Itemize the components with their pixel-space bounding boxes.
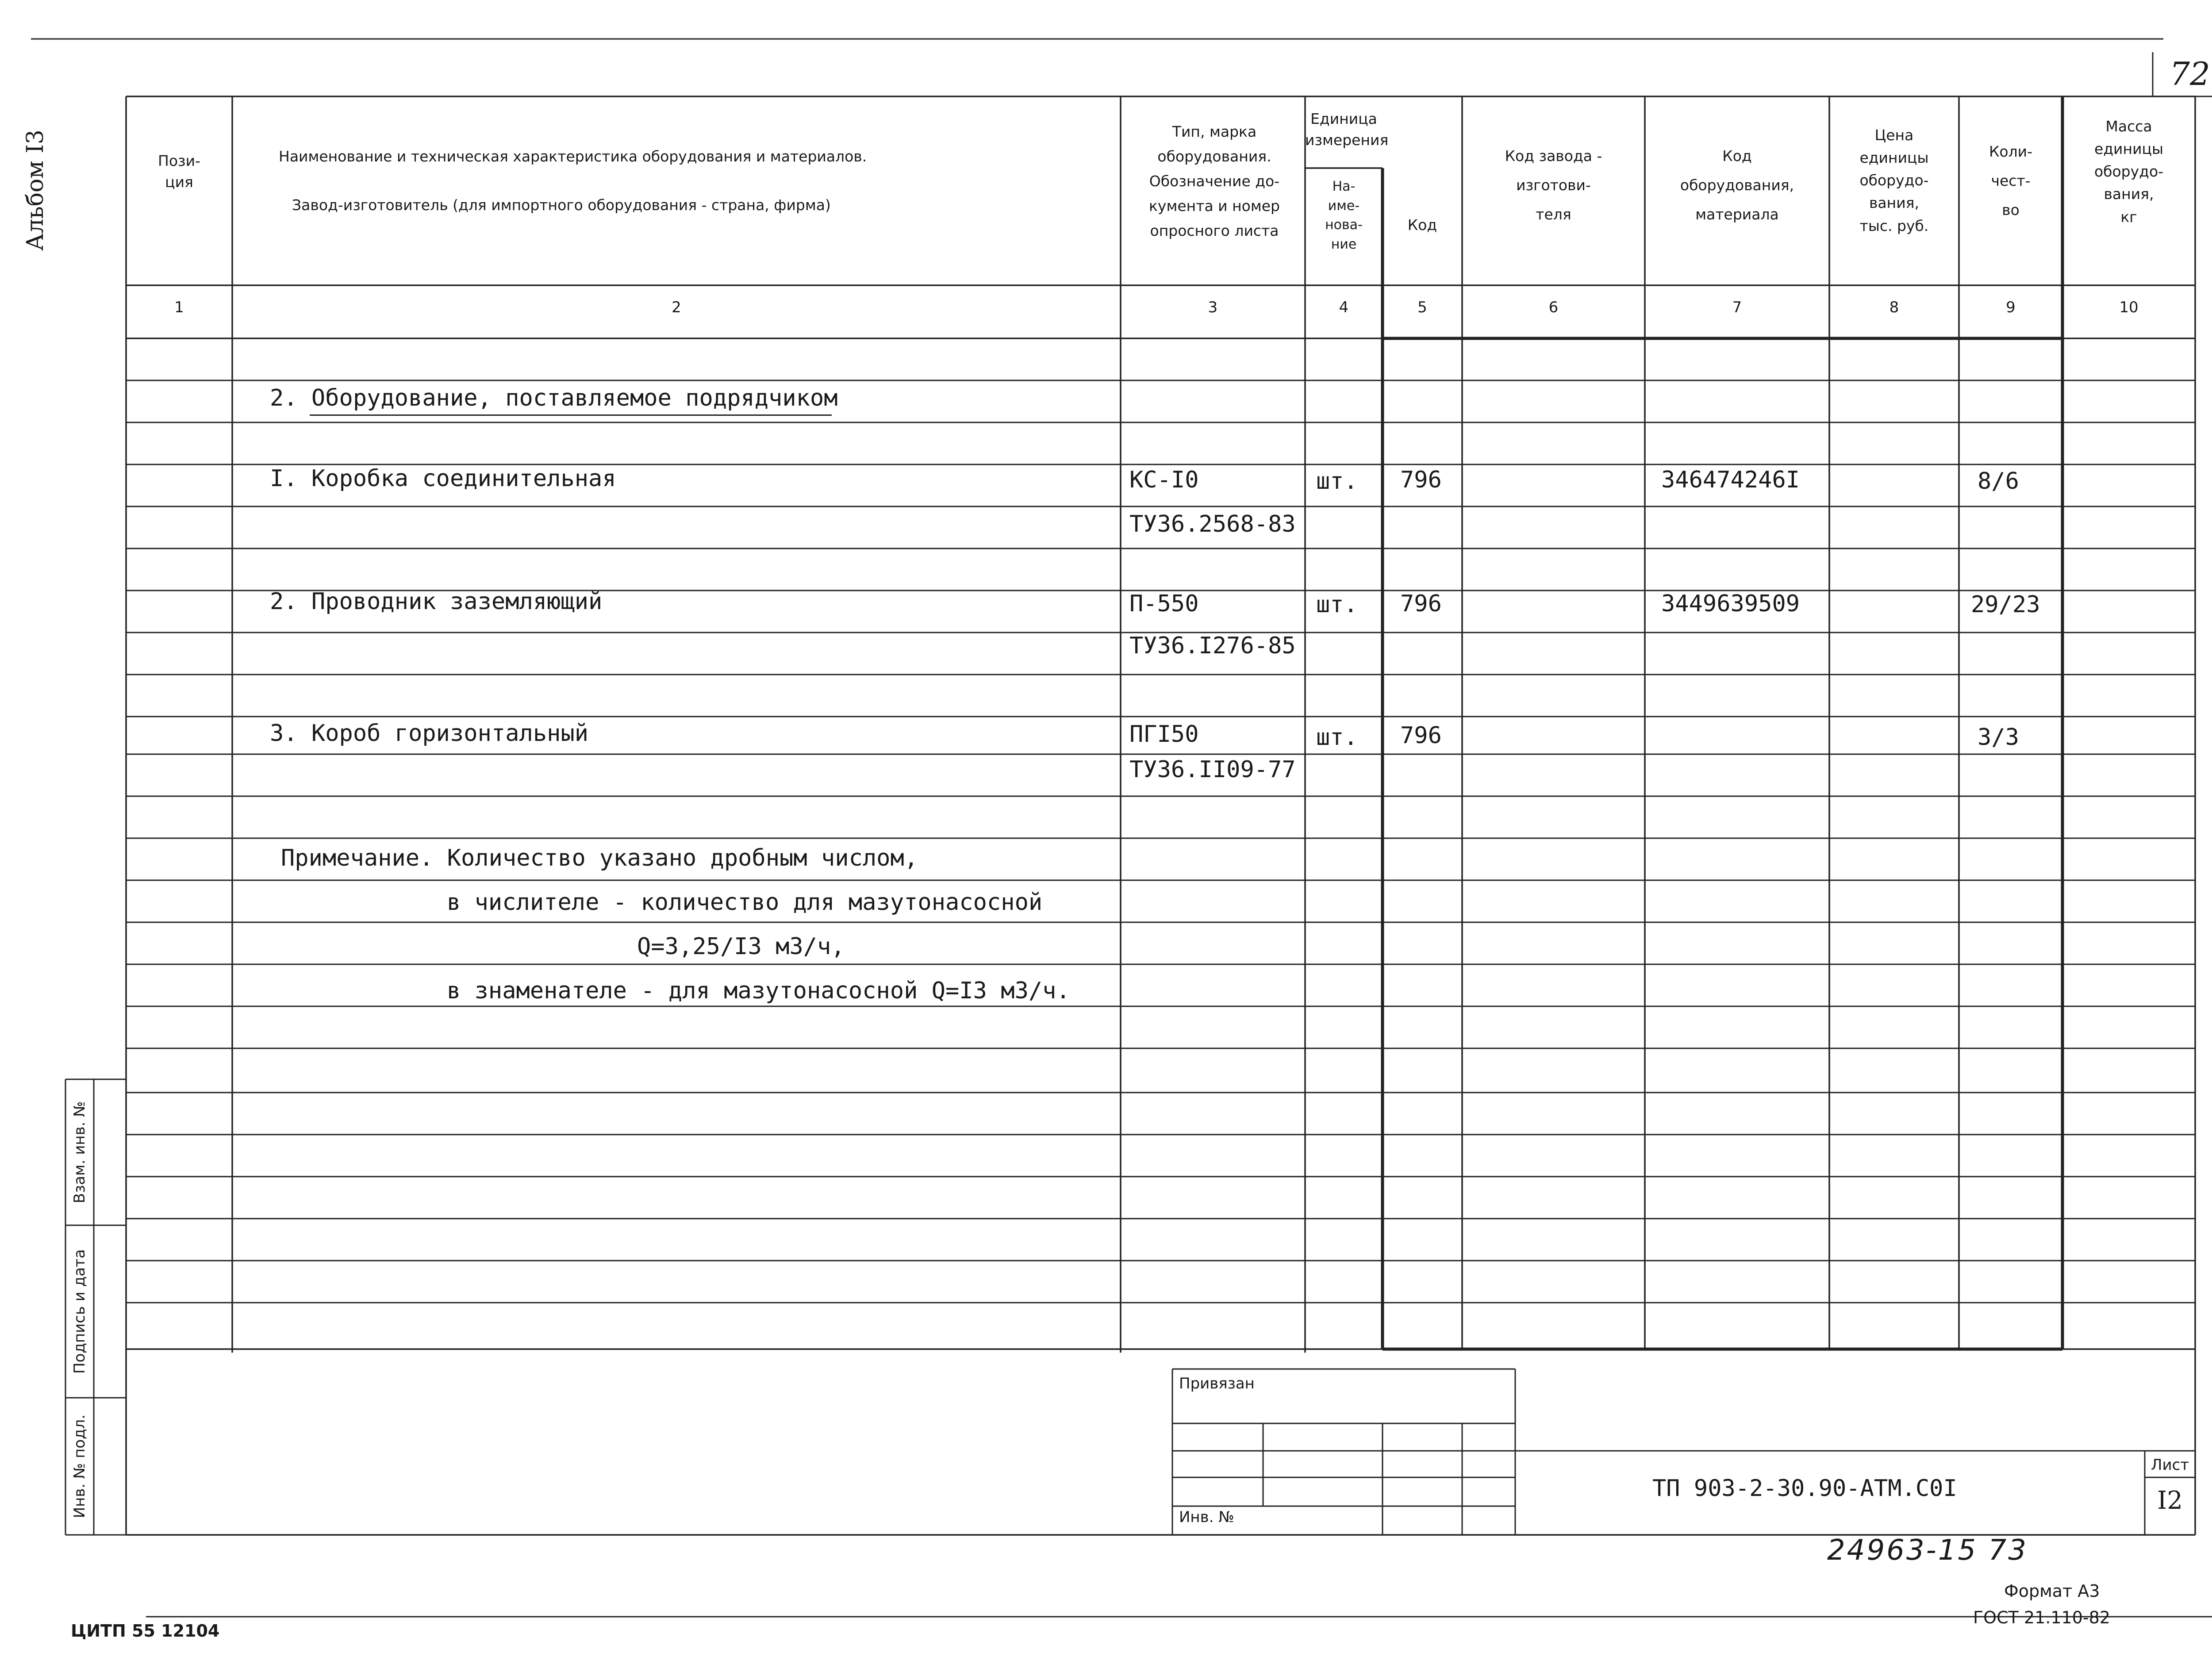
item-type: П-550 — [1129, 591, 1199, 617]
item-unit: шт. — [1316, 724, 1358, 751]
item-unit-code: 796 — [1400, 467, 1442, 493]
item-name: I. Коробка соединительная — [270, 465, 616, 492]
item-unit-code: 796 — [1400, 722, 1442, 749]
header-name-line2: Завод-изготовитель (для импортного оборудования - страна, фирма) — [292, 196, 831, 214]
stamp-doc-code: ТП 903-2-30.90-АТМ.С0I — [1652, 1475, 1957, 1502]
item-doc: ТУ36.I276-85 — [1129, 633, 1296, 659]
col-number: 4 — [1339, 299, 1349, 316]
header-unit-code: Код — [1407, 216, 1437, 234]
stamp-sheet-number: I2 — [2157, 1486, 2183, 1515]
side-label-inv-podl: Инв. № подл. — [71, 1414, 88, 1519]
col-number: 6 — [1548, 299, 1559, 316]
header-material-code: Код оборудования, материала — [1680, 147, 1794, 223]
footer-gost: ГОСТ 21.110-82 — [1973, 1608, 2110, 1627]
col-number: 8 — [1889, 299, 1899, 316]
header-position: Пози- ция — [158, 152, 200, 191]
footer-format: Формат А3 — [2004, 1581, 2100, 1601]
section-title-underline — [310, 414, 832, 416]
item-quantity: 29/23 — [1971, 591, 2040, 618]
item-quantity: 3/3 — [1978, 724, 2019, 751]
item-material-code: 346474246I — [1661, 467, 1800, 493]
col-number: 2 — [672, 299, 681, 316]
section-title: 2. Оборудование, поставляемое подрядчиком — [270, 385, 838, 411]
footer-citp: ЦИТП 55 12104 — [71, 1621, 220, 1641]
item-unit: шт. — [1316, 591, 1358, 618]
header-type: Тип, марка оборудования. Обозначение до- кумента и номер опросного листа — [1148, 123, 1280, 240]
stamp-privyazan: Привязан — [1179, 1375, 1255, 1392]
col-number: 9 — [2006, 299, 2016, 316]
item-doc: ТУ36.II09-77 — [1129, 756, 1296, 783]
item-type: КС-I0 — [1129, 467, 1199, 493]
side-label-vzam: Взам. инв. № — [71, 1101, 88, 1204]
header-name-line1: Наименование и техническая характеристика оборудования и материалов. — [279, 148, 867, 165]
header-quantity: Коли- чест- во — [1989, 143, 2033, 219]
album-label: Альбом I3 — [22, 130, 49, 251]
stamp-inv-no: Инв. № — [1179, 1508, 1234, 1526]
item-material-code: 3449639509 — [1661, 591, 1800, 617]
col-number: 1 — [174, 299, 184, 316]
item-type: ПГI50 — [1129, 721, 1199, 748]
handwritten-archive-number: 24963-15 73 — [1827, 1534, 2028, 1567]
item-name: 3. Короб горизонтальный — [270, 720, 589, 747]
stamp-sheet-label: Лист — [2151, 1456, 2189, 1474]
side-label-podpis: Подпись и дата — [71, 1249, 88, 1374]
header-mass: Масса единицы оборудо- вания, кг — [2094, 118, 2164, 226]
header-unit-name: На- име- нова- ние — [1325, 179, 1363, 252]
item-unit-code: 796 — [1400, 591, 1442, 617]
header-price: Цена единицы оборудо- вания, тыс. руб. — [1859, 127, 1929, 234]
col-number: 7 — [1732, 299, 1742, 316]
note-line2: в числителе - количество для мазутонасосной — [447, 889, 1043, 916]
page-number: 72 — [2170, 55, 2210, 92]
item-doc: ТУ36.2568-83 — [1129, 511, 1296, 537]
item-quantity: 8/6 — [1978, 468, 2019, 495]
header-unit-group: Единица измерения — [1305, 110, 1389, 149]
note-line1: Примечание. Количество указано дробным числом, — [281, 845, 918, 871]
col-number: 5 — [1417, 299, 1427, 316]
item-name: 2. Проводник заземляющий — [270, 588, 603, 615]
item-unit: шт. — [1316, 468, 1358, 495]
note-line3: Q=3,25/I3 м3/ч, — [637, 933, 845, 960]
note-line4: в знаменателе - для мазутонасосной Q=I3 м3/ч. — [447, 978, 1070, 1004]
col-number: 3 — [1208, 299, 1218, 316]
col-number: 10 — [2119, 299, 2139, 316]
header-factory-code: Код завода - изготови- теля — [1505, 147, 1602, 223]
